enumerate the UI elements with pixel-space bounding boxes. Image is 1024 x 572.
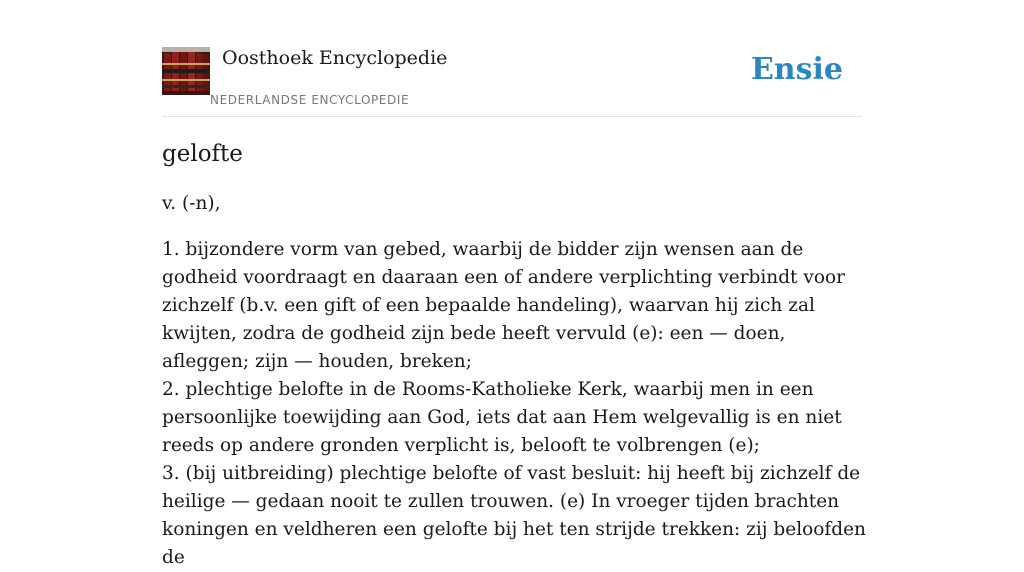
definition-1: 1. bijzondere vorm van gebed, waarbij de bidder zijn wensen aan de godheid voordraagt en daaraan een of andere verplichting verbindt voor zichzelf (b.v. een gift of een bepaalde handeling), waarvan hij zich zal kwijten, zodra de godheid zijn bede heeft vervuld (e): een — doen, afleggen; zijn — houden, breken; — [162, 239, 845, 372]
definition-2: 2. plechtige belofte in de Rooms-Katholieke Kerk, waarbij men in een persoonlijke toewijding aan God, iets dat aan Hem welgevallig is en niet reeds op andere gronden verplicht is, belooft te volbrengen (e); — [162, 379, 842, 456]
entry-definitions — [162, 236, 866, 572]
entry-headword: gelofte — [162, 141, 243, 167]
ensie-logo[interactable]: Ensie — [750, 52, 843, 87]
encyclopedia-books-icon[interactable] — [162, 47, 210, 95]
entry-content — [162, 138, 866, 572]
entry-grammar: v. (-n), — [162, 193, 221, 214]
site-header — [162, 46, 862, 117]
site-name[interactable]: Oosthoek Encyclopedie — [222, 47, 448, 69]
site-subtitle: NEDERLANDSE ENCYCLOPEDIE — [210, 93, 410, 107]
definition-3: 3. (bij uitbreiding) plechtige belofte of vast besluit: hij heeft bij zichzelf de heilige — gedaan nooit te zullen trouwen. (e) In vroeger tijden brachten koningen en veldheren een gelofte bij het ten strijde trekken: zij beloofden de — [162, 463, 866, 568]
